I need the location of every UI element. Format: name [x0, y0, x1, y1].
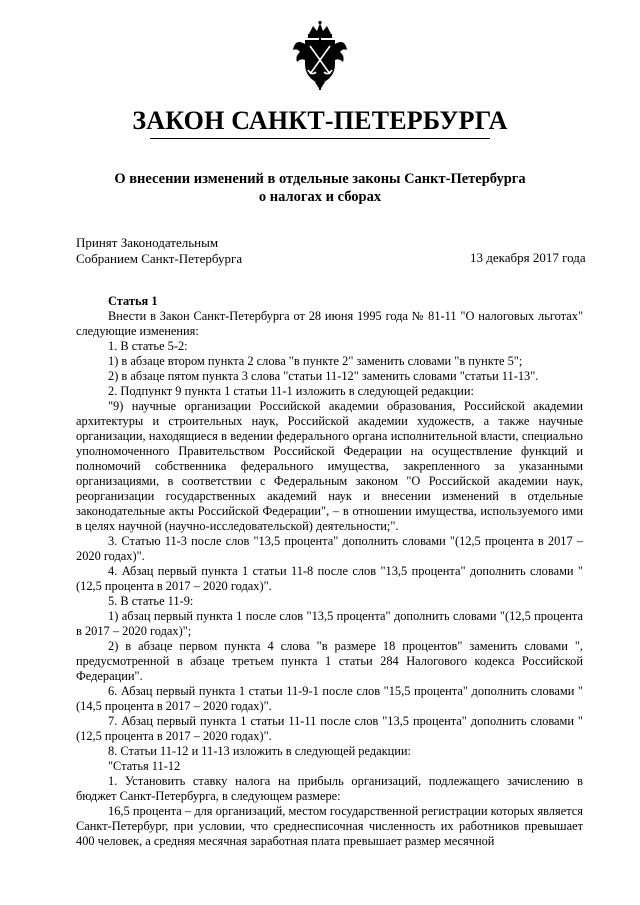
adoption-date: 13 декабря 2017 года: [470, 250, 586, 265]
law-title: ЗАКОН САНКТ-ПЕТЕРБУРГА: [132, 106, 508, 135]
paragraph: 2) в абзаце пятом пункта 3 слова "статьи 11-12" заменить словами "статьи 11-13".: [108, 369, 539, 383]
paragraph: Внести в Закон Санкт-Петербурга от 28 июня 1995 года № 81-11 "О налоговых льготах" следующие изменения:: [76, 309, 583, 338]
adoption-line: Собранием Санкт-Петербурга: [76, 250, 243, 266]
paragraph: 4. Абзац первый пункта 1 статьи 11-8 после слов "13,5 процента" дополнить словами "(12,5 процента в 2017 – 2020 годах)".: [76, 564, 583, 593]
subject-line: О внесении изменений в отдельные законы Санкт-Петербурга: [114, 171, 526, 187]
paragraph: "9) научные организации Российской академии образования, Российской академии архитектуры и строительных наук, Российской академии художеств, а также научные организации, находящиеся в ведении федерального органа исполнительной власти, специально уполномоченного Правительством Российской Федерации на осуществление функций и полномочий собственника федерального имущества, закрепленного за указанными организациями, в соответствии с Федеральным законом "О Российской академии наук, реорганизации государственных академий наук и внесении изменений в отдельные законодательные акты Российской Федерации", – в отношении имущества, используемого ими в целях научной (научно-исследовательской) деятельности;".: [76, 399, 583, 533]
article-body: [76, 294, 583, 849]
paragraph: 7. Абзац первый пункта 1 статьи 11-11 после слов "13,5 процента" дополнить словами "(12,5 процента в 2017 – 2020 годах)".: [76, 714, 583, 743]
paragraph: 6. Абзац первый пункта 1 статьи 11-9-1 после слов "15,5 процента" дополнить словами "(14,5 процента в 2017 – 2020 годах)".: [76, 684, 583, 713]
paragraph: 1) абзац первый пункта 1 после слов "13,5 процента" дополнить словами "(12,5 процента в 2017 – 2020 годах)";: [76, 609, 583, 638]
title-underline: [150, 138, 490, 139]
paragraph: 2) в абзаце первом пункта 4 слова "в размере 18 процентов" заменить словами ", предусмотренной в абзаце третьем пункта 1 статьи 284 Налогового кодекса Российской Федерации".: [76, 639, 583, 683]
paragraph: 3. Статью 11-3 после слов "13,5 процента" дополнить словами "(12,5 процента в 2017 – 2020 годах)".: [76, 534, 583, 563]
subject-line: о налогах и сборах: [258, 189, 382, 205]
saint-petersburg-coat-of-arms-icon: [291, 20, 349, 92]
paragraph: 5. В статье 11-9:: [108, 594, 194, 608]
adoption-body: [76, 235, 242, 266]
adoption-line: Принят Законодательным: [76, 235, 219, 250]
article-heading: Статья 1: [108, 294, 158, 308]
paragraph: 8. Статьи 11-12 и 11-13 изложить в следующей редакции:: [108, 744, 411, 758]
paragraph: 1) в абзаце втором пункта 2 слова "в пункте 2" заменить словами "в пункте 5";: [108, 354, 523, 368]
law-subject: [60, 170, 580, 206]
paragraph: 16,5 процента – для организаций, местом государственной регистрации которых является Санкт-Петербург, при условии, что среднесписочная численность их работников превышает 400 человек, а средняя месячная заработная плата превышает размер месячной: [76, 804, 583, 848]
paragraph: 1. В статье 5-2:: [108, 339, 188, 353]
paragraph: 1. Установить ставку налога на прибыль организаций, подлежащего зачислению в бюджет Санкт-Петербурга, в следующем размере:: [76, 774, 583, 803]
paragraph: "Статья 11-12: [108, 759, 181, 773]
paragraph: 2. Подпункт 9 пункта 1 статьи 11-1 изложить в следующей редакции:: [108, 384, 474, 398]
